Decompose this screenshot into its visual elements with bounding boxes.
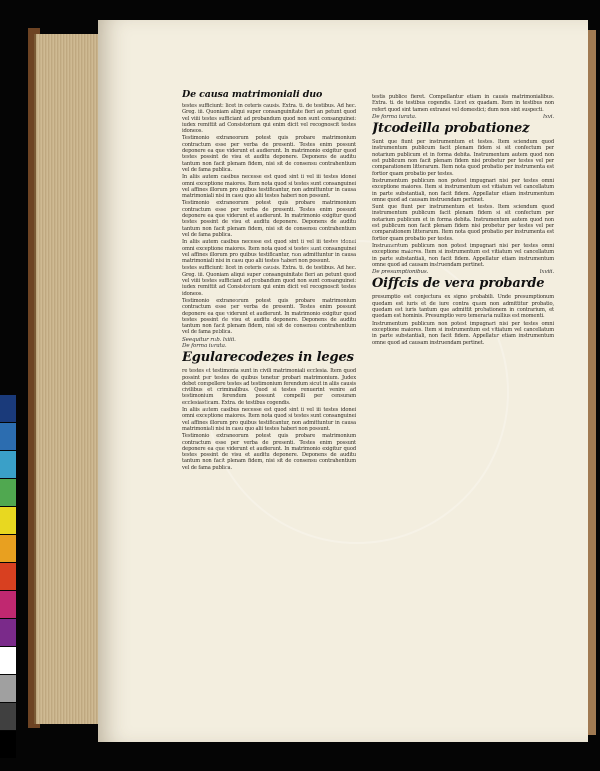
body-text: Testimonio extraneorum potest quis probare matrimonium contractum esse per verba de presenti. Testes enim possunt deponere ea que viderunt et audierunt. In matrimonio exigitur quod testes possint de visu et auditu deponere. Deponens de auditu tantum non facit plenam fidem, nisi sit de consensu contrahentium vel de fama publica.: [182, 297, 356, 336]
color-swatch: [0, 423, 16, 450]
end-line-text: Seequitur rub. lxiiii.: [182, 336, 236, 343]
color-swatch: [0, 395, 16, 422]
body-text: Sunt que fiunt per instrumentum et testes. Item sciendum quod instrumentum publicum facit plenam fidem si sit confectum per notarium publicum et in forma debita. Instrumentum autem quod non est publicum non facit plenam fidem nisi probetur per testes vel per comparationem litterarum. Item nota quod probatio per instrumenta est fortior quam probatio per testes.: [372, 139, 554, 177]
body-text: Testimonio extraneorum potest quis probare matrimonium contractum esse per verba de presenti. Testes enim possunt deponere ea que viderunt et audierunt. In matrimonio exigitur quod testes possint de visu et auditu deponere. Deponens de auditu tantum non facit plenam fidem, nisi sit de consensu contrahentium vel de fama publica.: [182, 433, 356, 471]
body-text: Instrumentum publicum non potest impugnari nisi per testes omni exceptione maiores. Item si instrumentum est vitiatum vel cancellatum in parte substantiali, non facit fidem. Appellatur etiam instrumentum omne quod ad causam instruendam pertinet.: [372, 320, 554, 346]
rubric-line: [372, 114, 554, 120]
color-swatch: [0, 507, 16, 534]
body-text: presumptio est conjectura ex signo probabili. Unde presumptionum quedam est iuris et de iure contra quam non admittitur probatio, quedam est iuris tantum que admittit probationem in contrarium, et quedam est hominis. Presumptio vero temeraria nullius est momenti.: [372, 294, 554, 320]
section-heading: Egularecodezes in leges: [182, 350, 354, 366]
body-text: testis publice fieret. Compellantur etiam in causis matrimonialibus. Extra. ti. de testibus cogendis. Licet ex quadam. Item in testibus non refert quod sint tamen extranei vel domestici; dum non sint suspecti.: [372, 94, 554, 113]
section-number: lxvi.: [543, 113, 554, 120]
footer-line: [372, 269, 554, 275]
footer-text: De presumptionibus.: [372, 269, 429, 276]
color-swatch: [0, 591, 16, 618]
color-swatch: [0, 675, 16, 702]
body-text: re testes et testimonia sunt in civili matrimoniali ecclesia. Item quod possint per testes de quibus tenetur probari matrimonium. Judex debet compellere testes ad testimonium ferendum sicut in aliis causis civilibus et criminalibus. Quod si testes renuerint venire ad testimonium ferendum possunt compelli per censuram ecclesiasticam. Extra. de testibus cogendis.: [182, 368, 356, 406]
body-text: testes sufficiunt: licet in ceteris causis. Extra. ti. de testibus. Ad hec. Greg. iii. Quoniam aliqui super consanguinitate fieri an petunt quod vel viiii testes sufficiant ad probandum quod non sunt consanguinei: iudex remittit ad Consistorium qui enim dicit vel recognoscit testes idoneos.: [182, 265, 356, 297]
body-text: In aliis autem casibus necesse est quod sint ii vel iii testes idonei omni exceptione maiores. Item nota quod si testes sunt consanguinei vel affines illorum pro quibus testificantur, non admittuntur in causa matrimoniali nisi in casu quo alii testes haberi non possunt.: [182, 407, 356, 432]
rubric: De forma iurata.: [182, 342, 227, 349]
body-text: In aliis autem casibus necesse est quod sint ii vel iii testes idonei omni exceptione maiores. Item nota quod si testes sunt consanguinei vel affines illorum pro quibus testificantur, non admittuntur in causa matrimoniali nisi in casu quo alii testes haberi non possunt.: [182, 174, 356, 200]
body-text: testes sufficiunt: licet in ceteris causis. Extra. ti. de testibus. Ad hec. Greg. iii. Quoniam aliqui super consanguinitate fieri an petunt quod vel viiii testes sufficiant ad probandum quod non sunt consanguinei: iudex remittit ad Consistorium qui enim dicit vel recognoscit testes idoneos.: [182, 103, 356, 135]
body-text: Sunt que fiunt per instrumentum et testes. Item sciendum quod instrumentum publicum facit plenam fidem si sit confectum per notarium publicum et in forma debita. Instrumentum autem quod non est publicum non facit plenam fidem nisi probetur per testes vel per comparationem litterarum. Item nota quod probatio per instrumenta est fortior quam probatio per testes.: [372, 204, 554, 242]
color-swatch: [0, 619, 16, 646]
body-text: Testimonio extraneorum potest quis probare matrimonium contractum esse per verba de presenti. Testes enim possunt deponere ea que viderunt et audierunt. In matrimonio exigitur quod testes possint de visu et auditu deponere. Deponens de auditu tantum non facit plenam fidem, nisi sit de consensu contrahentium vel de fama publica.: [182, 200, 356, 238]
body-text: Instrumentum publicum non potest impugnari nisi per testes omni exceptione maiores. Item si instrumentum est vitiatum vel cancellatum in parte substantiali, non facit fidem. Appellatur etiam instrumentum omne quod ad causam instruendam pertinet.: [372, 177, 554, 203]
body-text: Instrumentum publicum non potest impugnari nisi per testes omni exceptione maiores. Item si instrumentum est vitiatum vel cancellatum in parte substantiali, non facit fidem. Appellatur etiam instrumentum omne quod ad causam instruendam pertinet.: [372, 242, 554, 268]
page-edges: [34, 34, 108, 724]
color-swatch: [0, 479, 16, 506]
section-heading: Jtcodeilla probationez: [372, 121, 530, 137]
color-swatch: [0, 535, 16, 562]
body-text: Testimonio extraneorum potest quis probare matrimonium contractum esse per verba de presenti. Testes enim possunt deponere ea que viderunt et audierunt. In matrimonio exigitur quod testes possint de visu et auditu deponere. Deponens de auditu tantum non facit plenam fidem, nisi sit de consensu contrahentium vel de fama publica.: [182, 135, 356, 173]
color-swatch: [0, 563, 16, 590]
color-swatch: [0, 647, 16, 674]
section-heading: Oiffcis de vera probarde: [372, 276, 545, 292]
left-text-column: [182, 88, 356, 728]
color-swatch: [0, 703, 16, 730]
color-swatch: [0, 451, 16, 478]
body-text: In aliis autem casibus necesse est quod sint ii vel iii testes idonei omni exceptione maiores. Item nota quod si testes sunt consanguinei vel affines illorum pro quibus testificantur, non admittuntur in causa matrimoniali nisi in casu quo alii testes haberi non possunt.: [182, 239, 356, 265]
section-number: lxviii.: [539, 269, 554, 276]
color-swatch: [0, 731, 16, 758]
right-text-column: [372, 94, 554, 564]
rubric: De forma iurata.: [372, 113, 417, 120]
section-heading: De causa matrimoniali duo: [182, 89, 323, 100]
